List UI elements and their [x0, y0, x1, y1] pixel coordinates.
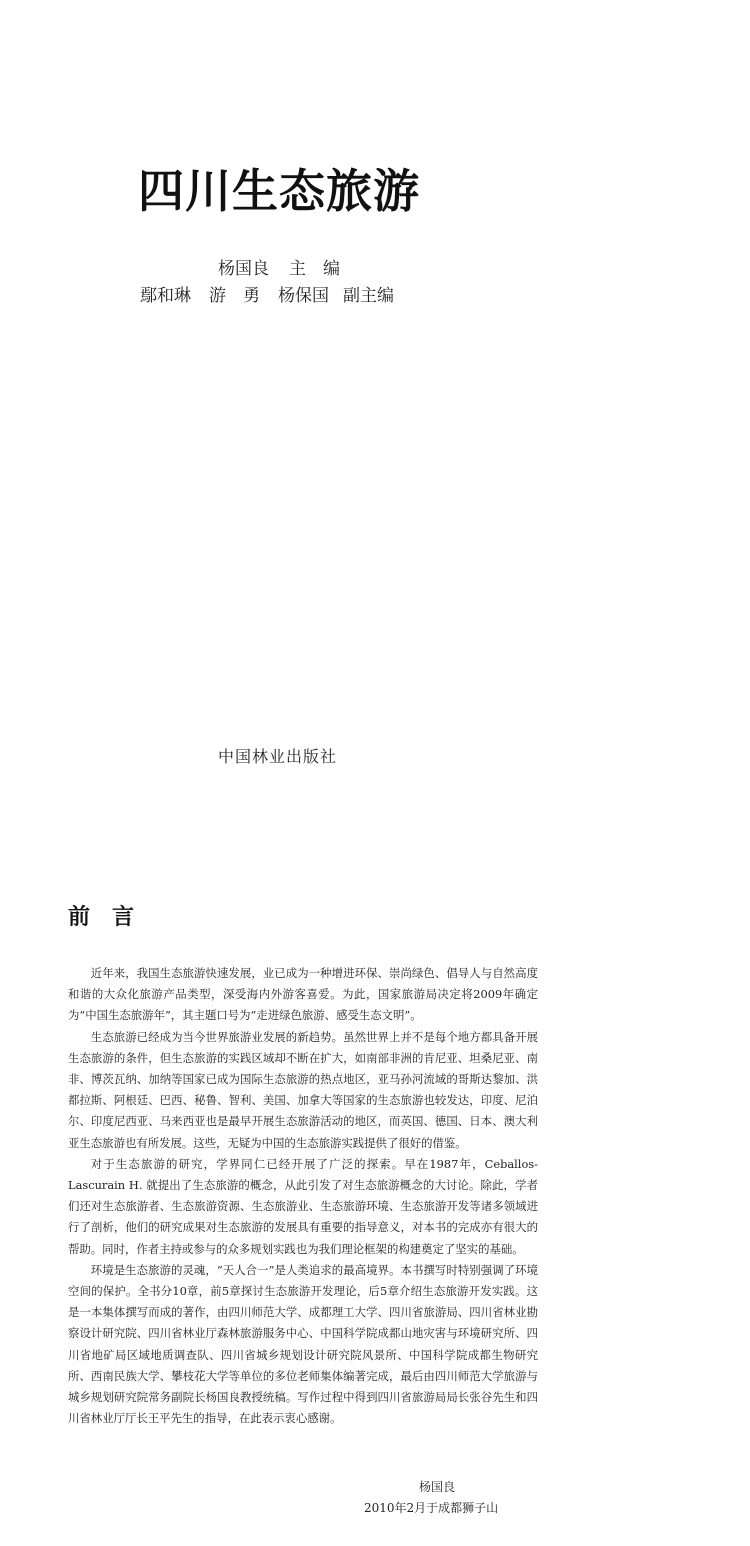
preface-signature-name: 杨国良	[419, 1480, 456, 1494]
deputy-editor-role: 副主编	[343, 286, 394, 306]
preface-paragraph: 近年来，我国生态旅游快速发展，业已成为一种增进环保、崇尚绿色、倡导人与自然高度和谐的大众化旅游产品类型，深受海内外游客喜爱。为此，国家旅游局决定将2009年确定为“中国生态旅游年”，其主题口号为“走进绿色旅游、感受生态文明”。	[68, 966, 538, 1023]
deputy-editor-name: 杨保国	[278, 286, 329, 306]
preface-body	[68, 963, 538, 1429]
preface-heading: 前 言	[68, 905, 135, 930]
preface-paragraph: 生态旅游已经成为当今世界旅游业发展的新趋势。虽然世界上并不是每个地方都具备开展生态旅游的条件，但生态旅游的实践区域却不断在扩大，如南部非洲的肯尼亚、坦桑尼亚、南非、博茨瓦纳、加纳等国家已成为国际生态旅游的热点地区，亚马孙河流域的哥斯达黎加、洪都拉斯、阿根廷、巴西、秘鲁、智利、美国、加拿大等国家的生态旅游也较发达，印度、尼泊尔、印度尼西亚、马来西亚也是最早开展生态旅游活动的地区，而英国、德国、日本、澳大利亚生态旅游也有所发展。这些，无疑为中国的生态旅游实践提供了很好的借鉴。	[68, 1029, 538, 1150]
book-title: 四川生态旅游	[138, 164, 420, 218]
chief-editor-line	[218, 254, 340, 279]
deputy-editor-name: 游 勇	[209, 286, 260, 306]
chief-editor-name: 杨国良	[218, 259, 269, 279]
chief-editor-role: 主 编	[289, 259, 340, 279]
deputy-editors-line	[140, 281, 394, 306]
preface-paragraph: 环境是生态旅游的灵魂，“天人合一”是人类追求的最高境界。本书撰写时特别强调了环境空间的保护。全书分10章，前5章探讨生态旅游开发理论，后5章介绍生态旅游开发实践。这是一本集体撰写而成的著作，由四川师范大学、成都理工大学、四川省旅游局、四川省林业勘察设计研究院、四川省林业厅森林旅游服务中心、中国科学院成都山地灾害与环境研究所、四川省地矿局区域地质调查队、四川省城乡规划设计研究院风景所、中国科学院成都生物研究所、西南民族大学、攀枝花大学等单位的多位老师集体编著完成，最后由四川师范大学旅游与城乡规划研究院常务副院长杨国良教授统稿。写作过程中得到四川省旅游局局长张谷先生和四川省林业厅厅长王平先生的指导，在此表示衷心感谢。	[68, 1262, 538, 1426]
publisher-name: 中国林业出版社	[218, 747, 338, 766]
deputy-editor-name: 鄢和琳	[140, 286, 191, 306]
preface-signature-date: 2010年2月于成都狮子山	[364, 1501, 499, 1515]
preface-paragraph: 对于生态旅游的研究，学界同仁已经开展了广泛的探索。早在1987年，Ceballos-Lascurain H. 就提出了生态旅游的概念，从此引发了对生态旅游概念的大讨论。除此，学者们还对生态旅游者、生态旅游资源、生态旅游业、生态旅游环境、生态旅游开发等诸多领域进行了剖析，他们的研究成果对生态旅游的发展具有重要的指导意义，对本书的完成亦有很大的帮助。同时，作者主持或参与的众多规划实践也为我们理论框架的构建奠定了坚实的基础。	[68, 1156, 538, 1256]
